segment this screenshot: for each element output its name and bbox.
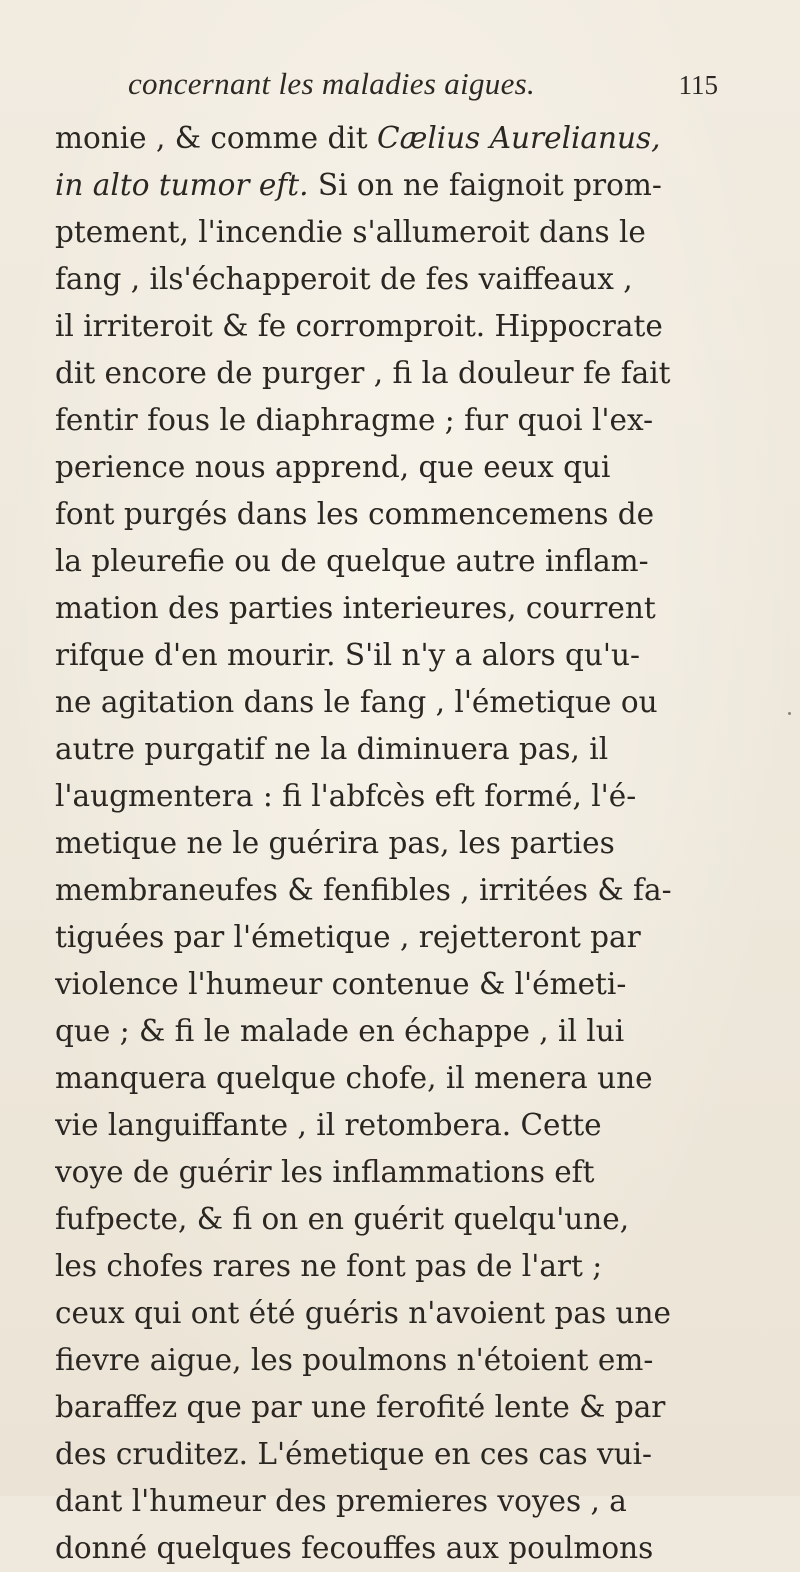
- text-line: mation des parties interieures, courrent: [55, 591, 656, 625]
- running-head: [118, 66, 718, 110]
- text-line: font purgés dans les commencemens de: [55, 497, 655, 531]
- text-line: rifque d'en mourir. S'il n'y a alors qu'u-: [55, 638, 640, 672]
- body-text: [55, 115, 790, 1572]
- text-line: donné quelques fecouffes aux poulmons: [55, 1531, 654, 1565]
- text-line: ceux qui ont été guéris n'avoient pas une: [55, 1296, 671, 1330]
- text-line: les chofes rares ne font pas de l'art ;: [55, 1249, 603, 1283]
- italic-segment: in alto tumor eft.: [55, 168, 309, 202]
- text-line: tiguées par l'émetique , rejetteront par: [55, 920, 641, 954]
- text-line: fufpecte, & fi on en guérit quelqu'une,: [55, 1202, 630, 1236]
- text-line: in alto tumor eft. Si on ne faignoit prom-: [55, 168, 662, 202]
- margin-speck: [788, 712, 791, 715]
- text-line: il irriteroit & fe corromproit. Hippocrate: [55, 309, 663, 343]
- text-line: manquera quelque chofe, il menera une: [55, 1061, 653, 1095]
- text-line: ptement, l'incendie s'allumeroit dans le: [55, 215, 646, 249]
- text-line: membraneufes & fenfibles , irritées & fa-: [55, 873, 672, 907]
- text-line: l'augmentera : fi l'abfcès eft formé, l'é-: [55, 779, 637, 813]
- text-line: monie , & comme dit Cælius Aurelianus,: [55, 121, 661, 155]
- text-line: ne agitation dans le fang , l'émetique ou: [55, 685, 658, 719]
- text-line: fievre aigue, les poulmons n'étoient em-: [55, 1343, 654, 1377]
- text-line: baraffez que par une ferofité lente & par: [55, 1390, 666, 1424]
- text-line: metique ne le guérira pas, les parties: [55, 826, 615, 860]
- text-line: fentir fous le diaphragme ; fur quoi l'ex-: [55, 403, 654, 437]
- text-line: fang , ils'échapperoit de fes vaiffeaux ,: [55, 262, 633, 296]
- text-line: violence l'humeur contenue & l'émeti-: [55, 967, 627, 1001]
- text-line: perience nous apprend, que eeux qui: [55, 450, 611, 484]
- text-line: dant l'humeur des premieres voyes , a: [55, 1484, 627, 1518]
- text-line: des cruditez. L'émetique en ces cas vui-: [55, 1437, 653, 1471]
- italic-segment: Cælius Aurelianus,: [377, 121, 661, 155]
- text-line: dit encore de purger , fi la douleur fe fait: [55, 356, 671, 390]
- page-number: 115: [678, 70, 718, 100]
- text-line: la pleurefie ou de quelque autre inflam-: [55, 544, 649, 578]
- text-line: autre purgatif ne la diminuera pas, il: [55, 732, 609, 766]
- text-line: que ; & fi le malade en échappe , il lui: [55, 1014, 625, 1048]
- text-line: vie languiffante , il retombera. Cette: [55, 1108, 602, 1142]
- running-title: concernant les maladies aigues.: [128, 66, 536, 101]
- text-line: voye de guérir les inflammations eft: [55, 1155, 595, 1189]
